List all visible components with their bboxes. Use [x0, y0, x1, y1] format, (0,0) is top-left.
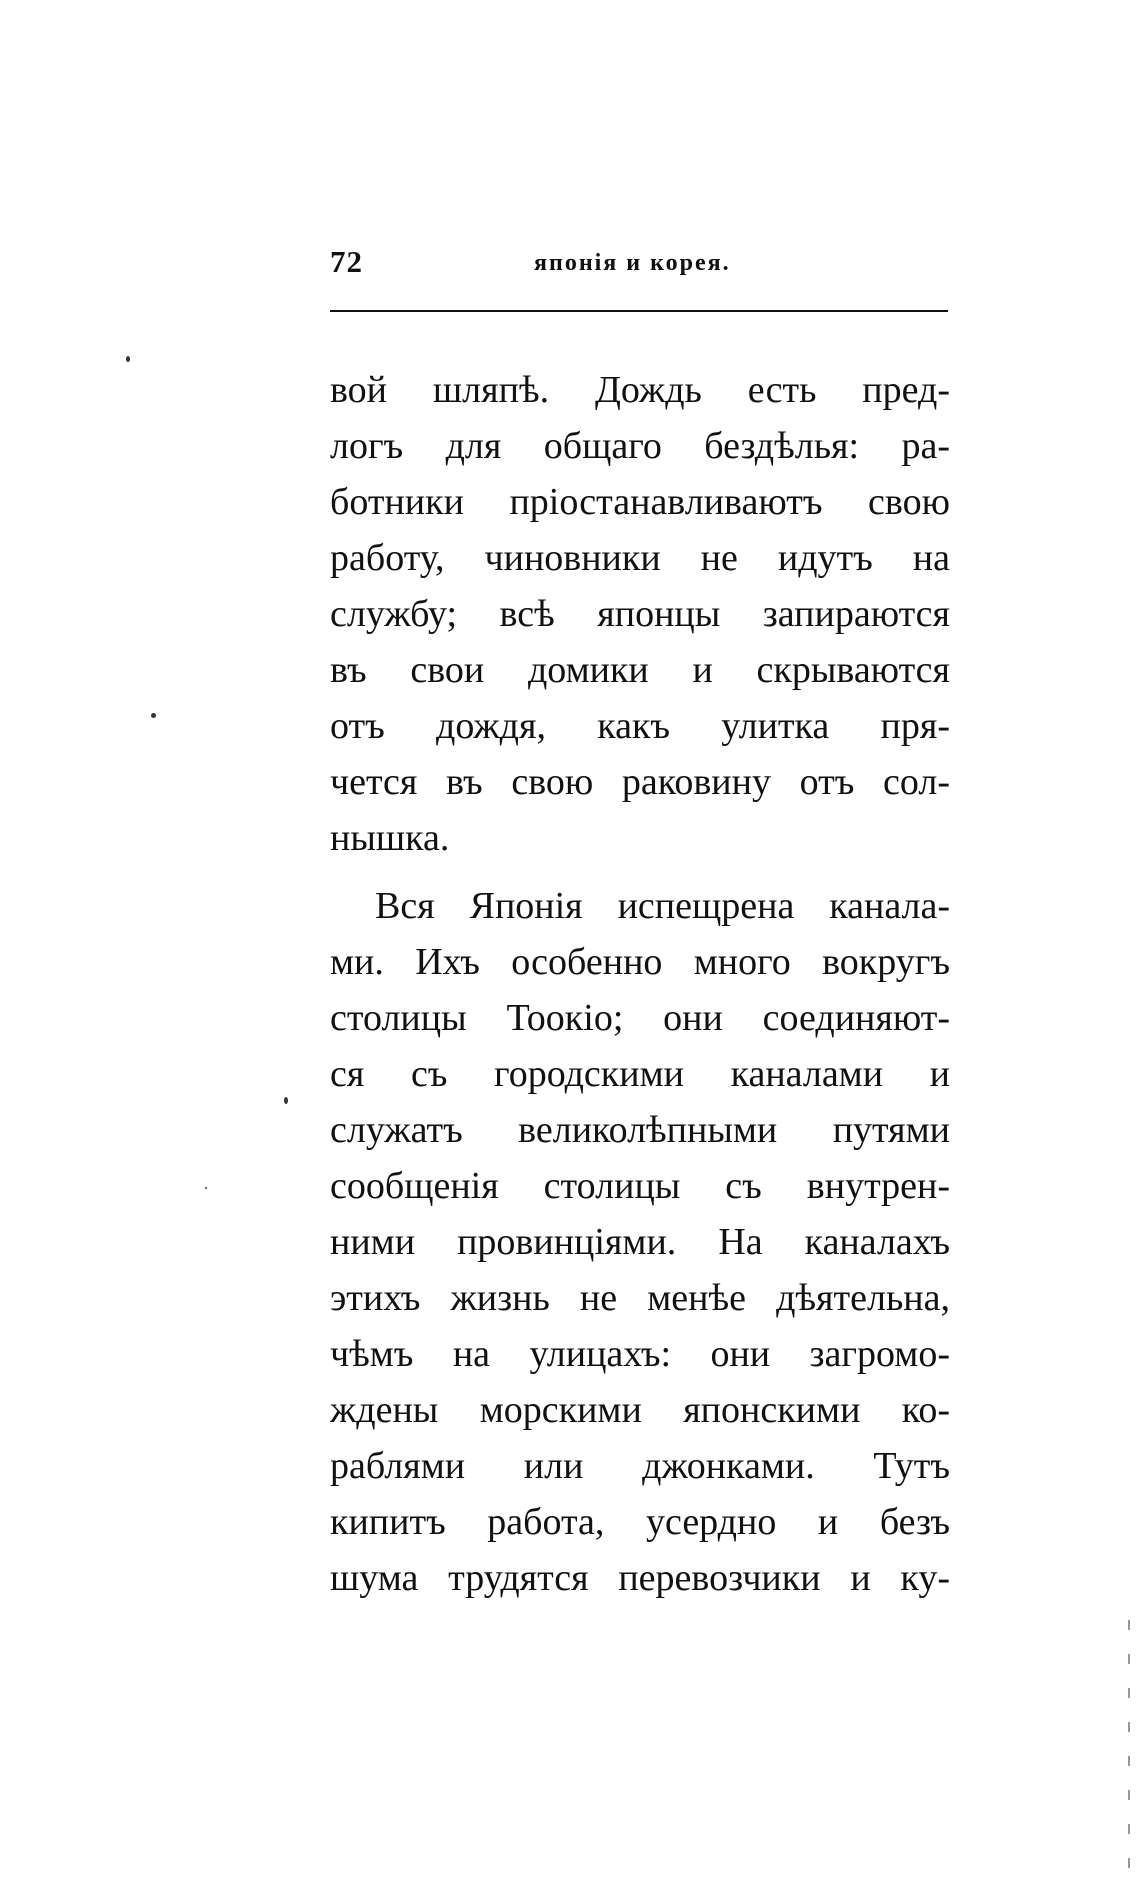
scan-speck	[126, 356, 130, 362]
text-line: вой шляпѣ. Дождь есть пред-	[330, 369, 950, 411]
scan-edge-marks	[1128, 1620, 1130, 1880]
text-line: ми. Ихъ особенно много вокругъ	[330, 941, 950, 983]
text-line: кипитъ работа, усердно и безъ	[330, 1501, 950, 1543]
paragraph-1	[330, 362, 950, 866]
text-line: раблями или джонками. Тутъ	[330, 1445, 950, 1487]
text-line: работу, чиновники не идутъ на	[330, 537, 950, 579]
header-rule	[330, 310, 948, 312]
text-line: служатъ великолѣпными путями	[330, 1109, 950, 1151]
scan-speck	[284, 1097, 288, 1104]
text-line: ся съ городскими каналами и	[330, 1053, 950, 1095]
text-line: чѣмъ на улицахъ: они загромо-	[330, 1333, 950, 1375]
text-line: столицы Тоокіо; они соединяют-	[330, 997, 950, 1039]
text-line: логъ для общаго бездѣлья: ра-	[330, 425, 950, 467]
text-line: чется въ свою раковину отъ сол-	[330, 761, 950, 803]
text-line: ботники пріостанавливаютъ свою	[330, 481, 950, 523]
text-line: ждены морскими японскими ко-	[330, 1389, 950, 1431]
text-line: сообщенія столицы съ внутрен-	[330, 1165, 950, 1207]
paragraph-2	[330, 878, 950, 1606]
page-number: 72	[330, 244, 363, 279]
text-line: шума трудятся перевозчики и ку-	[330, 1557, 950, 1599]
body-text	[330, 362, 950, 1606]
paragraph-gap	[330, 866, 950, 878]
text-line: службу; всѣ японцы запираются	[330, 593, 950, 635]
scan-speck	[151, 713, 156, 718]
text-line: нышка.	[330, 817, 450, 859]
running-head: японія и корея.	[534, 250, 731, 276]
text-line: Вся Японія испещрена канала-	[375, 885, 950, 927]
text-line: этихъ жизнь не менѣе дѣятельна,	[330, 1277, 950, 1319]
text-line: отъ дождя, какъ улитка пря-	[330, 705, 950, 747]
text-line: ними провинціями. На каналахъ	[330, 1221, 950, 1263]
page-header	[330, 244, 950, 284]
scan-speck	[205, 1187, 207, 1189]
text-line: въ свои домики и скрываются	[330, 649, 950, 691]
